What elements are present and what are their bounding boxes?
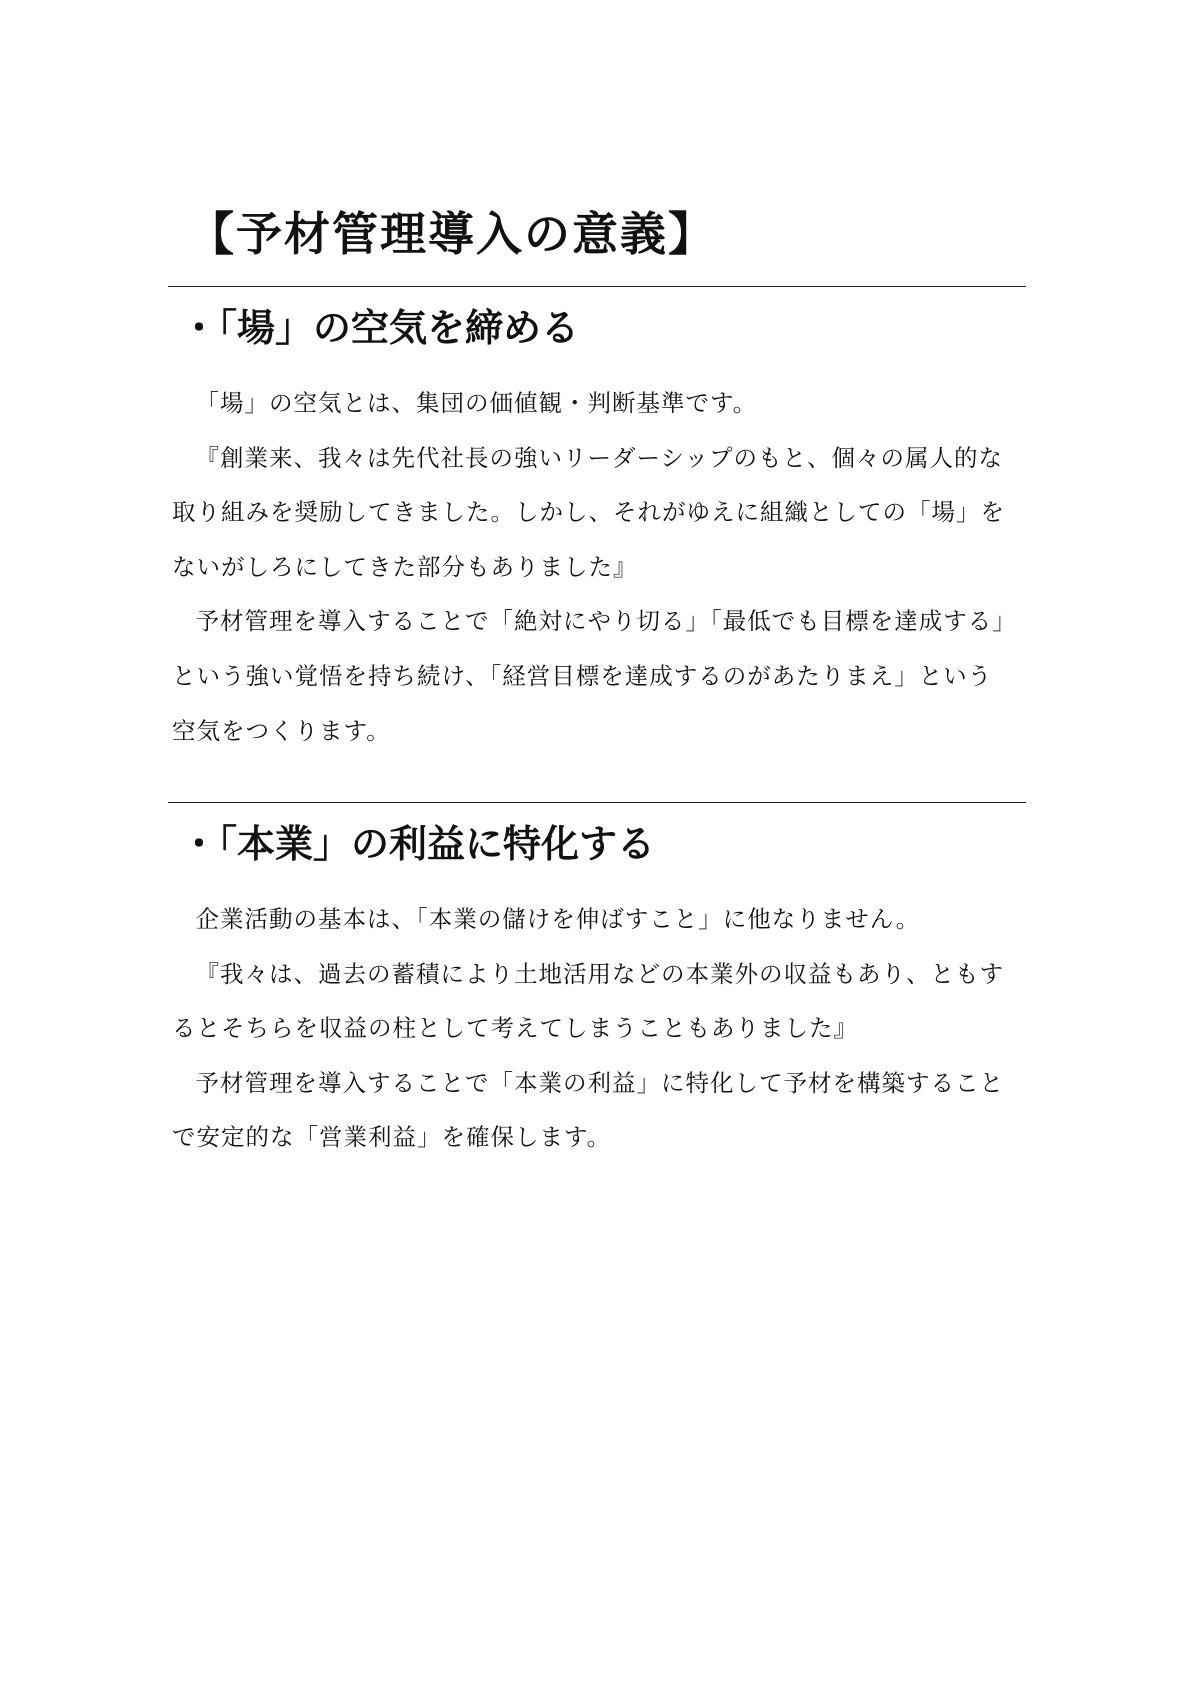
section-heading: ・「本業」の利益に特化する bbox=[180, 822, 656, 866]
paragraph: 予材管理を導入することで「本業の利益」に特化して予材を構築することで安定的な「営業利益」を確保します。 bbox=[172, 1068, 1004, 1152]
paragraph: 『創業来、我々は先代社長の強いリーダーシップのもと、個々の属人的な取り組みを奨励してきました。しかし、それがゆえに組織としての「場」をないがしろにしてきた部分もありました』 bbox=[172, 443, 1005, 581]
paragraph: 企業活動の基本は、「本業の儲けを伸ばすこと」に他なりません。 bbox=[195, 905, 921, 933]
section-heading: ・「場」の空気を締める bbox=[180, 306, 580, 350]
document-title: 【予材管理導入の意義】 bbox=[188, 207, 716, 261]
section-ba-no-kuuki bbox=[168, 286, 1026, 758]
section-hongyou-rieki bbox=[168, 802, 1026, 1165]
paragraph: 「場」の空気とは、集団の価値観・判断基準です。 bbox=[195, 389, 758, 417]
section-divider bbox=[168, 286, 1026, 287]
paragraph: 予材管理を導入することで「絶対にやり切る」「最低でも目標を達成する」という強い覚悟を持ち続け、「経営目標を達成するのがあたりまえ」という空気をつくります。 bbox=[172, 607, 1005, 745]
section-divider bbox=[168, 802, 1026, 803]
section-body bbox=[168, 376, 1016, 758]
paragraph: 『我々は、過去の蓄積により土地活用などの本業外の収益もあり、ともするとそちらを収益の柱として考えてしまうこともありました』 bbox=[172, 959, 1004, 1043]
section-body bbox=[168, 892, 1016, 1165]
